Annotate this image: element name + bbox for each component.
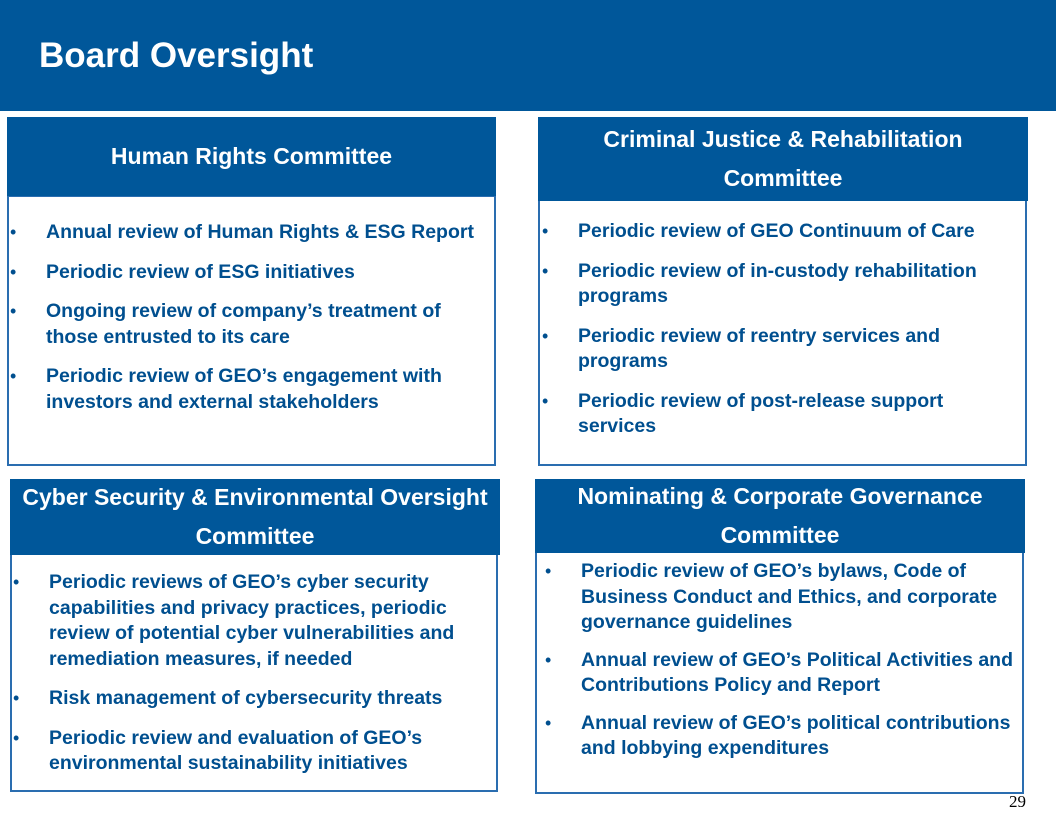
committee-items-criminal-justice — [538, 219, 1023, 454]
bullet-icon: • — [10, 366, 17, 386]
list-item: • Periodic review of GEO’s bylaws, Code of Business Conduct and Ethics, and corporate governance guidelines — [545, 560, 998, 633]
committee-title: Cyber Security & Environmental Oversight Committee — [22, 484, 488, 549]
list-item: • Risk management of cybersecurity threats — [10, 686, 488, 712]
list-item: • Annual review of Human Rights & ESG Report — [7, 220, 477, 246]
bullet-icon: • — [542, 325, 549, 346]
committee-header-cyber-security — [10, 479, 500, 555]
bullet-icon: • — [10, 301, 17, 321]
bullet-icon: • — [10, 222, 17, 242]
list-item: • Periodic reviews of GEO’s cyber security capabilities and privacy practices, periodic review of potential cyber vulnerabilities and remediation measures, if needed — [13, 571, 455, 670]
committee-header-human-rights — [7, 117, 496, 196]
bullet-icon: • — [545, 561, 552, 581]
bullet-icon: • — [13, 572, 20, 592]
bullet-icon: • — [13, 688, 20, 708]
list-item: • Annual review of GEO’s Political Activities and Contributions Policy and Report — [545, 648, 1013, 696]
page-title: Board Oversight — [39, 36, 314, 75]
list-item: • Annual review of GEO’s political contributions and lobbying expenditures — [545, 711, 1011, 759]
committee-items-human-rights — [7, 220, 477, 429]
list-item: • Periodic review of ESG initiatives — [7, 260, 477, 286]
bullet-icon: • — [542, 221, 549, 241]
committee-title: Human Rights Committee — [110, 143, 393, 169]
list-item: • Periodic review of in-custody rehabilitation programs — [542, 259, 977, 307]
list-item: • Periodic review of post-release support services — [542, 389, 944, 437]
committee-header-criminal-justice — [538, 117, 1028, 201]
committee-title: Criminal Justice & Rehabilitation Committee — [603, 126, 963, 191]
page-number: 29 — [1009, 792, 1026, 811]
bullet-icon: • — [545, 712, 552, 733]
bullet-icon: • — [542, 390, 549, 411]
bullet-icon: • — [13, 727, 20, 748]
list-item: • Periodic review of reentry services and programs — [542, 324, 941, 372]
title-banner — [0, 0, 1056, 111]
bullet-icon: • — [545, 649, 552, 670]
list-item: • Periodic review of GEO Continuum of Care — [538, 219, 1023, 245]
list-item: • Periodic review and evaluation of GEO’s environmental sustainability initiatives — [13, 726, 423, 774]
bullet-icon: • — [10, 261, 17, 282]
committee-title: Nominating & Corporate Governance Committee — [577, 483, 983, 548]
bullet-icon: • — [542, 260, 549, 281]
list-item: • Periodic review of GEO’s engagement with investors and external stakeholders — [10, 365, 442, 413]
committee-items-cyber-security — [10, 570, 488, 791]
committee-header-nominating — [535, 479, 1025, 553]
committee-items-nominating — [535, 559, 1020, 762]
list-item: • Ongoing review of company’s treatment of those entrusted to its care — [10, 300, 441, 348]
